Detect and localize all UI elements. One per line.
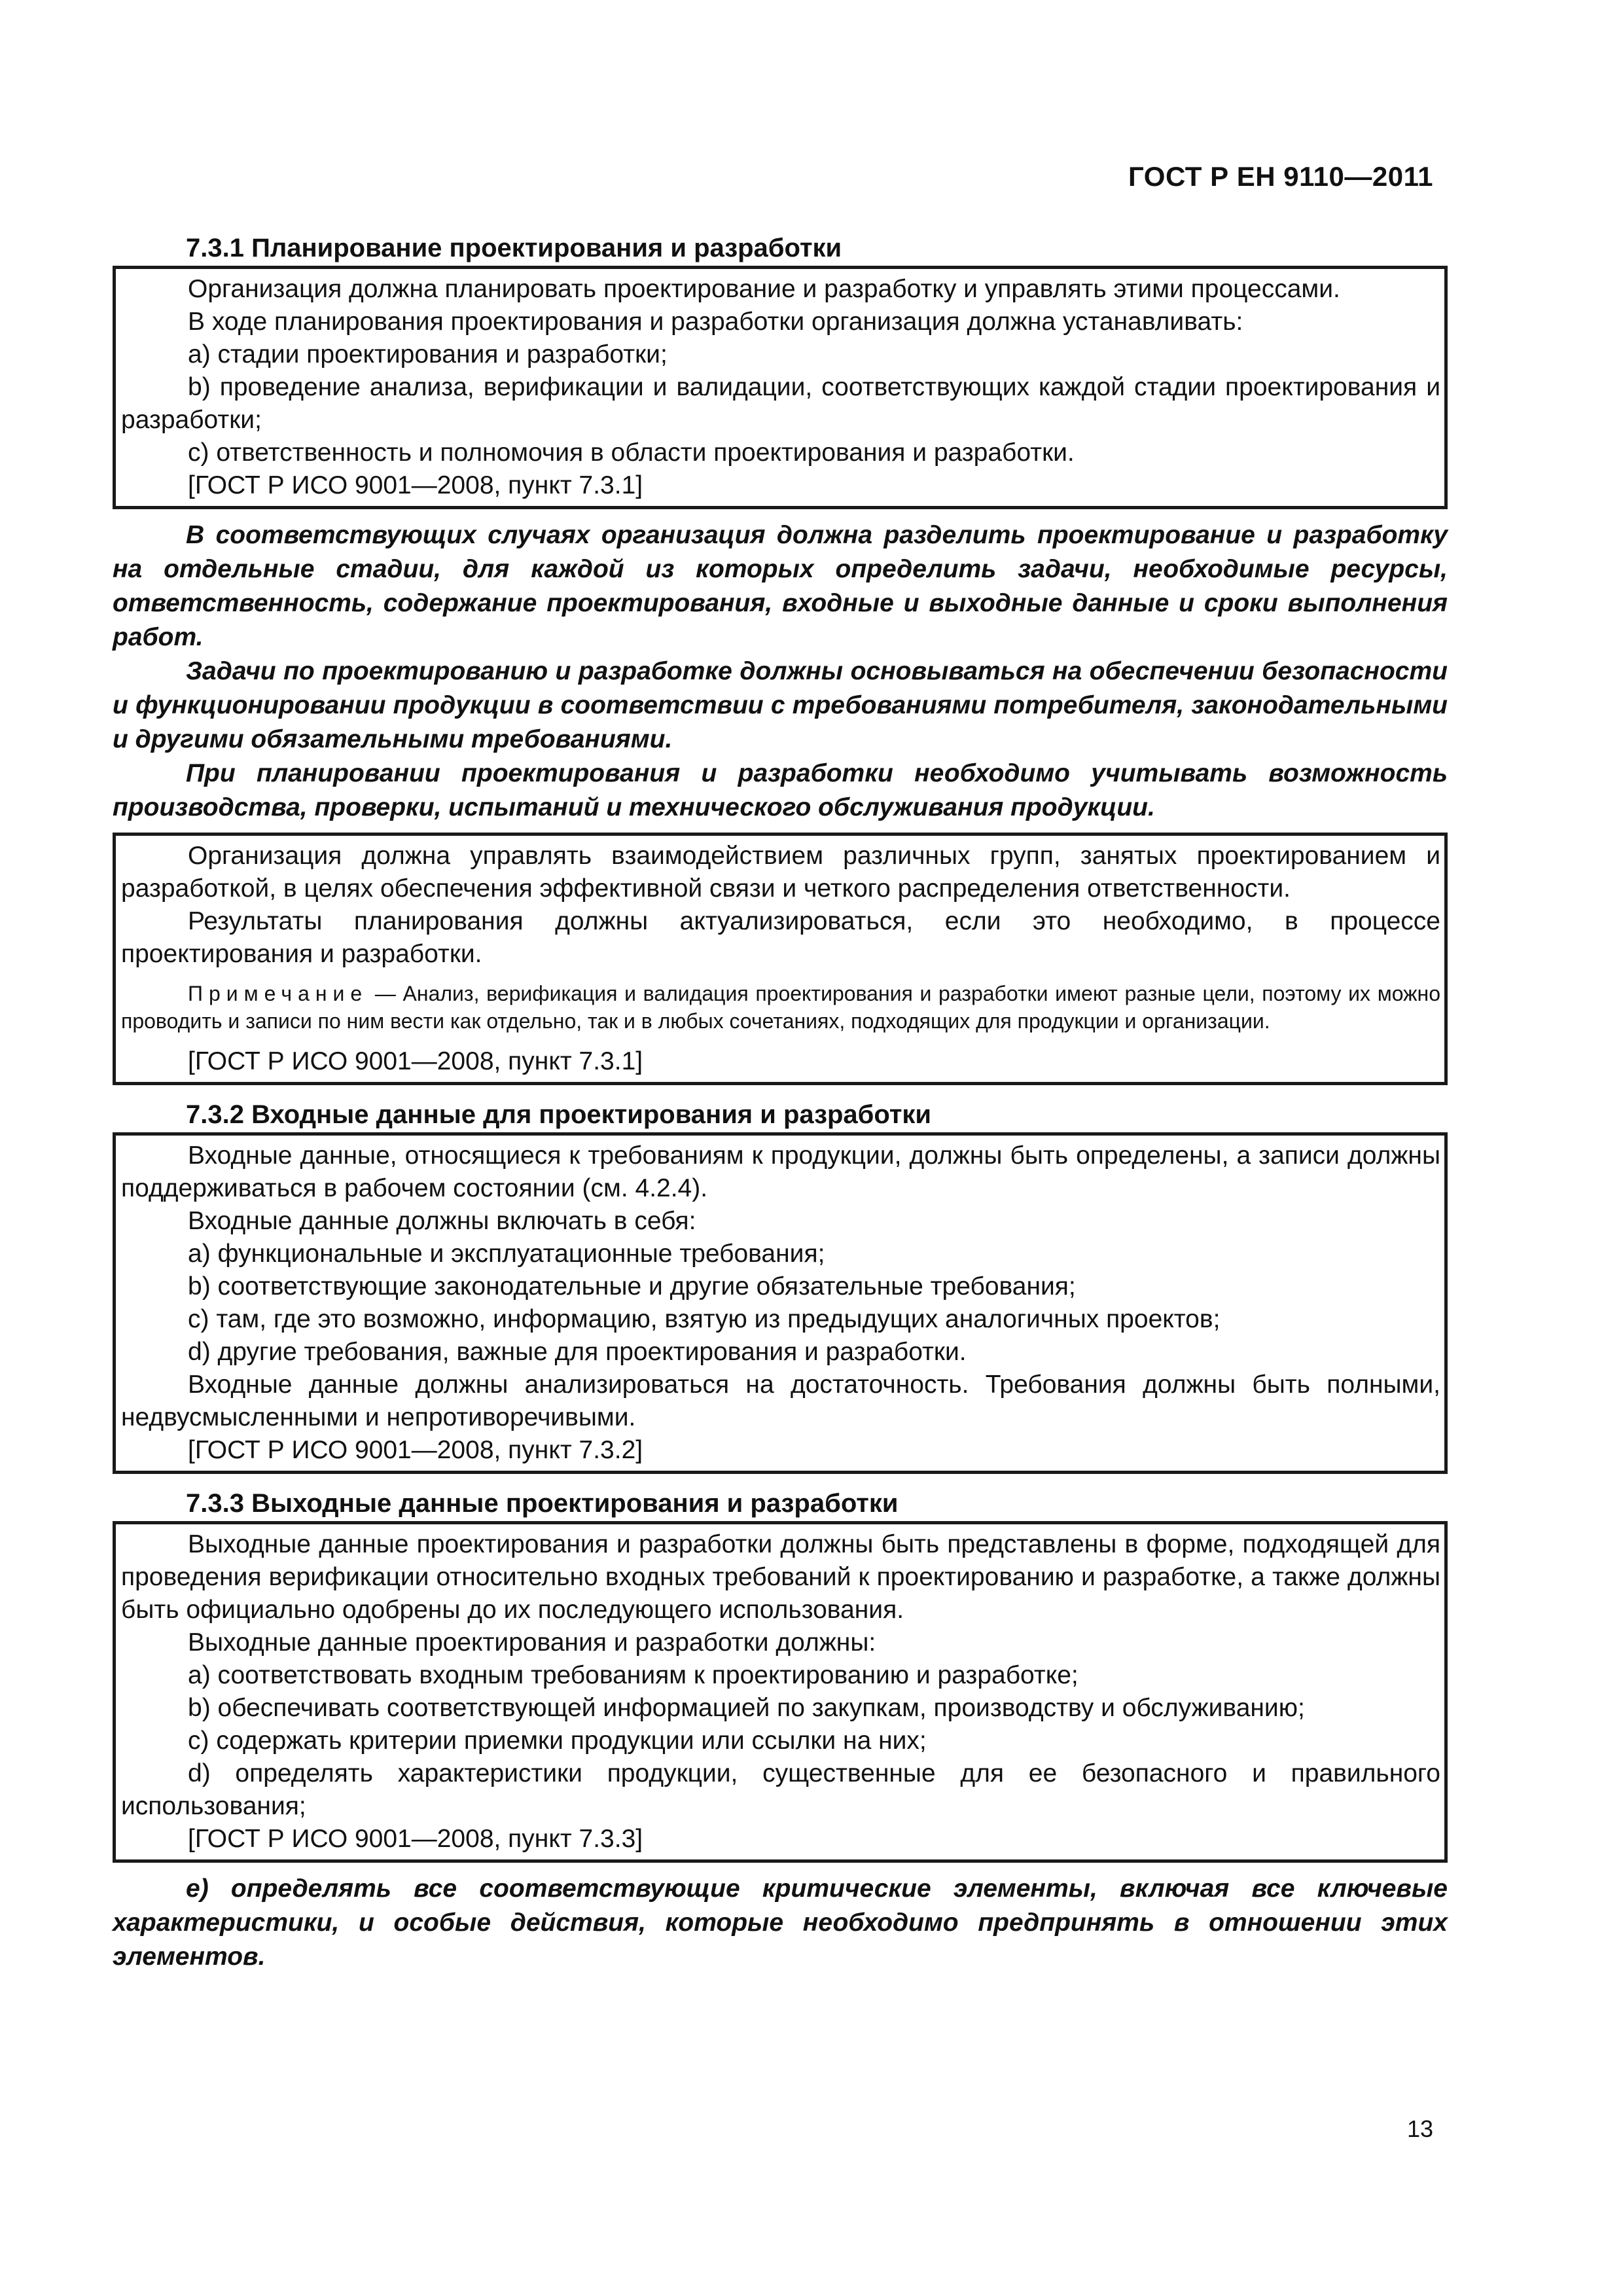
quote-box-7-3-1-a: [113, 266, 1448, 509]
list-item-d: d) определять характеристики продукции, существенные для ее безопасного и правильного использования;: [121, 1759, 1440, 1820]
quote-box-7-3-1-b: [113, 833, 1448, 1085]
note-label: Примечание: [188, 982, 368, 1005]
section-heading-7-3-1: 7.3.1 Планирование проектирования и разработки: [186, 234, 842, 262]
box-paragraph: Входные данные должны включать в себя:: [188, 1207, 696, 1235]
box-paragraph: Выходные данные проектирования и разработки должны быть представлены в форме, подходящей для проведения верификации относительно входных требований к проектированию и разработке, а также должны быть официально одобрены до их последующего использования.: [121, 1530, 1440, 1624]
page-content: [113, 230, 1448, 1982]
section-heading-7-3-3: 7.3.3 Выходные данные проектирования и разработки: [186, 1489, 899, 1518]
box-paragraph: Результаты планирования должны актуализироваться, если это необходимо, в процессе проектирования и разработки.: [121, 907, 1440, 968]
list-item-a: a) соответствовать входным требованиям к проектированию и разработке;: [188, 1661, 1079, 1689]
list-item-c: c) содержать критерии приемки продукции или ссылки на них;: [188, 1727, 927, 1755]
list-item-d: d) другие требования, важные для проектирования и разработки.: [188, 1338, 967, 1366]
list-item-b: b) проведение анализа, верификации и валидации, соответствующих каждой стадии проектирования и разработки;: [121, 373, 1440, 434]
box-paragraph: Организация должна управлять взаимодействием различных групп, занятых проектированием и разработкой, в целях обеспечения эффективной связи и четкого распределения ответственности.: [121, 842, 1440, 903]
list-item-a: a) стадии проектирования и разработки;: [188, 340, 668, 368]
note-text: — Анализ, верификация и валидация проектирования и разработки имеют разные цели, поэтому их можно проводить и записи по ним вести как отдельно, так и в любых сочетаниях, подходящих для продукции и организации.: [121, 982, 1441, 1033]
list-item-b: b) обеспечивать соответствующей информацией по закупкам, производству и обслуживанию;: [188, 1694, 1305, 1722]
page-number: 13: [1406, 2115, 1433, 2142]
quote-box-7-3-2: [113, 1132, 1448, 1474]
citation: [ГОСТ Р ИСО 9001—2008, пункт 7.3.2]: [188, 1436, 643, 1464]
box-paragraph: В ходе планирования проектирования и разработки организация должна устанавливать:: [188, 308, 1243, 336]
box-paragraph: Организация должна планировать проектирование и разработку и управлять этими процессами.: [188, 275, 1340, 303]
supplement-text-7-3-1: [113, 518, 1448, 825]
citation: [ГОСТ Р ИСО 9001—2008, пункт 7.3.1]: [188, 471, 643, 499]
citation: [ГОСТ Р ИСО 9001—2008, пункт 7.3.1]: [188, 1047, 643, 1075]
list-item-c: c) там, где это возможно, информацию, взятую из предыдущих аналогичных проектов;: [188, 1305, 1221, 1333]
list-item-c: c) ответственность и полномочия в области проектирования и разработки.: [188, 439, 1075, 467]
box-paragraph: Входные данные, относящиеся к требованиям к продукции, должны быть определены, а записи должны поддерживаться в рабочем состоянии (см. 4.2.4).: [121, 1141, 1440, 1202]
box-paragraph: Входные данные должны анализироваться на достаточность. Требования должны быть полными, недвусмысленными и непротиворечивыми.: [121, 1371, 1440, 1431]
supplement-paragraph: При планировании проектирования и разработки необходимо учитывать возможность производства, проверки, испытаний и технического обслуживания продукции.: [113, 759, 1448, 821]
section-heading-7-3-2: 7.3.2 Входные данные для проектирования и разработки: [186, 1100, 932, 1129]
citation: [ГОСТ Р ИСО 9001—2008, пункт 7.3.3]: [188, 1825, 643, 1853]
supplement-paragraph: Задачи по проектированию и разработке должны основываться на обеспечении безопасности и функционировании продукции в соответствии с требованиями потребителя, законодательными и другими обязательными требованиями.: [113, 657, 1448, 753]
box-paragraph: Выходные данные проектирования и разработки должны:: [188, 1628, 876, 1657]
quote-box-7-3-3: [113, 1521, 1448, 1863]
supplement-paragraph: В соответствующих случаях организация должна разделить проектирование и разработку на отдельные стадии, для каждой из которых определить задачи, необходимые ресурсы, ответственность, содержание проектирования, входные и выходные данные и сроки выполнения работ.: [113, 521, 1448, 651]
list-item-b: b) соответствующие законодательные и другие обязательные требования;: [188, 1272, 1076, 1300]
note-paragraph: [121, 980, 1440, 1035]
list-item-a: a) функциональные и эксплуатационные требования;: [188, 1240, 825, 1268]
list-item-e: e) определять все соответствующие критические элементы, включая все ключевые характеристики, и особые действия, которые необходимо предпринять в отношении этих элементов.: [113, 1874, 1448, 1971]
document-code: ГОСТ Р ЕН 9110—2011: [1128, 161, 1433, 192]
supplement-text-7-3-3: [113, 1872, 1448, 1974]
